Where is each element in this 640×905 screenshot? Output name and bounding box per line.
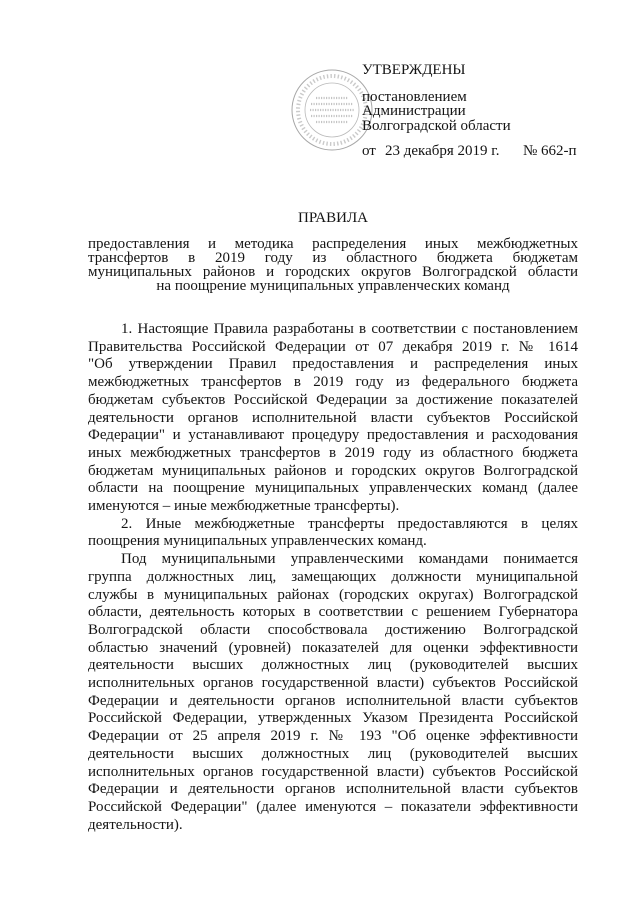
document-body bbox=[88, 321, 578, 834]
paragraph-line: службы в муниципальных районах (городских округах) Волгоградской bbox=[88, 586, 578, 603]
paragraph-line: Российской Федерации, утвержденных Указом Президента Российской bbox=[88, 710, 578, 727]
paragraph-line: Федерации от 25 апреля 2019 г. № 193 "Об оценке эффективности bbox=[88, 728, 578, 745]
subtitle-line: предоставления и методика распределения иных межбюджетных bbox=[88, 236, 578, 252]
paragraph-line: Федерации и деятельности органов исполнительной власти субъектов bbox=[88, 781, 578, 798]
subtitle-line: на поощрение муниципальных управленческих команд bbox=[156, 278, 510, 294]
paragraph-line: "Об утверждении Правил предоставления и распределения иных bbox=[88, 356, 578, 373]
paragraph-line: межбюджетных трансфертов в 2019 году из федерального бюджета bbox=[88, 374, 578, 391]
paragraph-line: поощрения муниципальных управленческих команд. bbox=[88, 533, 427, 550]
seal-outer-ring bbox=[292, 70, 372, 150]
document-subtitle bbox=[88, 237, 578, 293]
approval-heading: УТВЕРЖДЕНЫ bbox=[362, 62, 466, 78]
subtitle-line: трансфертов в 2019 году из областного бюджета бюджетам bbox=[88, 250, 578, 266]
subtitle-line: муниципальных районов и городских округов Волгоградской области bbox=[88, 264, 578, 280]
paragraph-line: деятельности). bbox=[88, 816, 183, 833]
paragraph-line: Правительства Российской Федерации от 07 декабря 2019 г. № 1614 bbox=[88, 338, 578, 355]
paragraph-line: Волгоградской области способствовала достижению Волгоградской bbox=[88, 621, 578, 638]
paragraph-line: Федерации" и устанавливают процедуру предоставления и расходования bbox=[88, 427, 578, 444]
paragraph-line: Российской Федерации" (далее именуются – показатели эффективности bbox=[88, 798, 578, 815]
paragraph-1 bbox=[88, 321, 578, 516]
approval-issuer-line: Волгоградской области bbox=[362, 118, 511, 134]
paragraph-line: деятельности высших должностных лиц (руководителей высших bbox=[88, 657, 578, 674]
paragraph-line: бюджетам субъектов Российской Федерации за достижение показателей bbox=[88, 391, 578, 408]
paragraph-line: 2. Иные межбюджетные трансферты предоставляются в целях bbox=[121, 515, 578, 532]
paragraph-line: области, деятельность которых в соответствии с решением Губернатора bbox=[88, 604, 578, 621]
paragraph-line: области на поощрение муниципальных управленческих команд (далее bbox=[88, 480, 578, 497]
approval-issuer-line: Администрации bbox=[362, 103, 466, 119]
paragraph-line: исполнительных органов государственной власти) субъектов Российской bbox=[88, 763, 578, 780]
paragraph-line: 1. Настоящие Правила разработаны в соответствии с постановлением bbox=[121, 321, 578, 337]
paragraph-3 bbox=[88, 551, 578, 834]
paragraph-line: бюджетам муниципальных районов и городских округов Волгоградской bbox=[88, 462, 578, 479]
paragraph-line: группа должностных лиц, замещающих должности муниципальной bbox=[88, 568, 578, 585]
paragraph-line: Федерации и деятельности органов исполнительной власти субъектов bbox=[88, 692, 578, 709]
approval-date: 23 декабря 2019 г. bbox=[385, 143, 500, 159]
paragraph-2 bbox=[88, 516, 578, 551]
document-title: ПРАВИЛА bbox=[298, 210, 368, 226]
paragraph-line: исполнительных органов государственной власти) субъектов Российской bbox=[88, 675, 578, 692]
approval-number: 662-п bbox=[541, 143, 577, 159]
paragraph-line: деятельности органов исполнительной власти субъектов Российской bbox=[88, 409, 578, 426]
approval-issuer-line: постановлением bbox=[362, 89, 467, 105]
paragraph-line: областью значений (уровней) показателей для оценки эффективности bbox=[88, 639, 578, 656]
paragraph-line: Под муниципальными управленческими командами понимается bbox=[121, 551, 578, 568]
approval-date-prefix: от bbox=[362, 143, 376, 159]
paragraph-line: иных межбюджетных трансфертов в 2019 году из областного бюджета bbox=[88, 444, 578, 461]
seal-center-lettering bbox=[310, 98, 354, 122]
seal-ring-lettering bbox=[298, 76, 366, 144]
paragraph-line: именуются – иные межбюджетные трансферты). bbox=[88, 498, 400, 515]
approval-number-sign: № bbox=[523, 143, 538, 159]
paragraph-line: деятельности высших должностных лиц (руководителей высших bbox=[88, 745, 578, 762]
